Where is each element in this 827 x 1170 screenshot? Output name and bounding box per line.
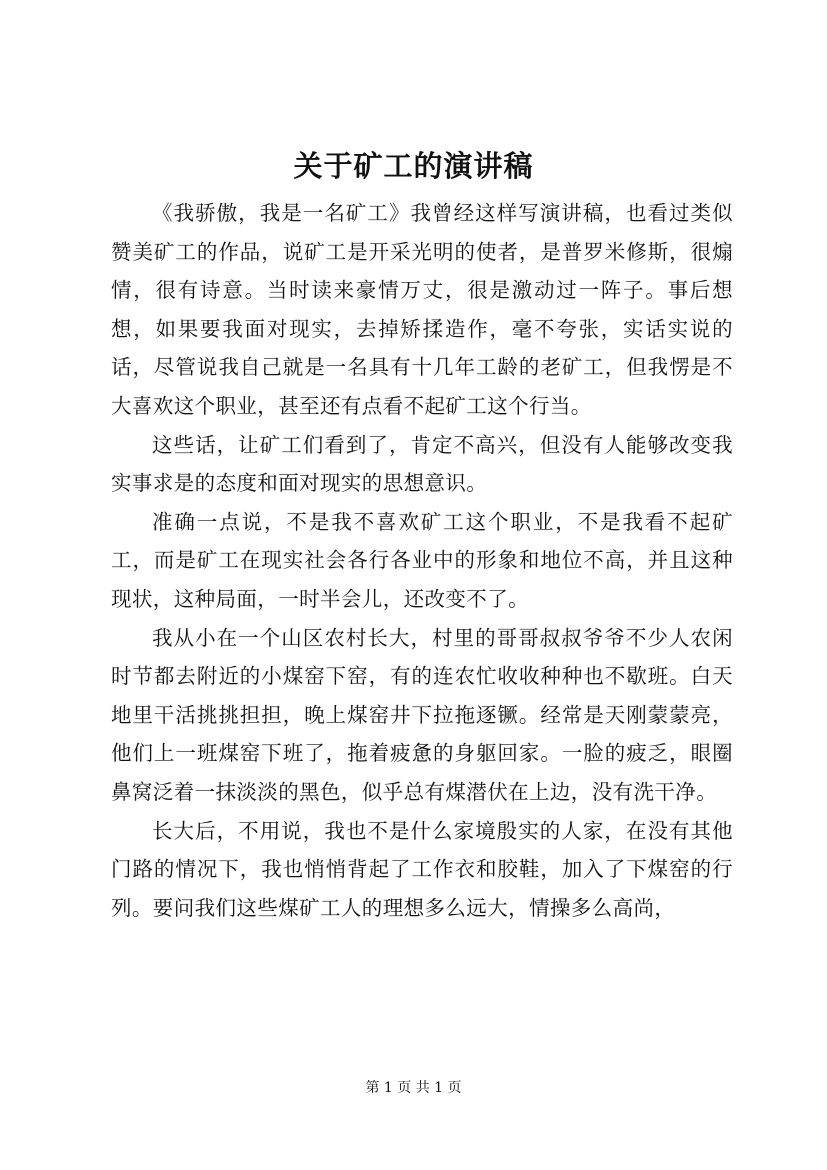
paragraph-3: 准确一点说，不是我不喜欢矿工这个职业，不是我看不起矿工，而是矿工在现实社会各行各业中的形象和地位不高，并且这种现状，这种局面，一时半会儿，还改变不了。 [111,509,733,611]
paragraph-2: 这些话，让矿工们看到了，肯定不高兴，但没有人能够改变我实事求是的态度和面对现实的思想意识。 [111,432,733,496]
page-number-footer: 第 1 页 共 1 页 [365,1080,462,1096]
document-body [111,194,733,927]
document-title: 关于矿工的演讲稿 [293,149,534,183]
paragraph-4: 我从小在一个山区农村长大，村里的哥哥叔叔爷爷不少人农闲时节都去附近的小煤窑下窑，有的连农忙收收种种也不歇班。白天地里干活挑挑担担，晚上煤窑井下拉拖逐镢。经常是天刚蒙蒙亮，他们上一班煤窑下班了，拖着疲惫的身躯回家。一脸的疲乏，眼圈鼻窝泛着一抹淡淡的黑色，似乎总有煤潜伏在上边，没有洗干净。 [111,625,733,804]
paragraph-5: 长大后，不用说，我也不是什么家境殷实的人家，在没有其他门路的情况下，我也悄悄背起了工作衣和胶鞋，加入了下煤窑的行列。要问我们这些煤矿工人的理想多么远大，情操多么高尚， [111,818,733,920]
paragraph-1: 《我骄傲，我是一名矿工》我曾经这样写演讲稿，也看过类似赞美矿工的作品，说矿工是开采光明的使者，是普罗米修斯，很煽情，很有诗意。当时读来豪情万丈，很是激动过一阵子。事后想想，如果要我面对现实，去掉矫揉造作，毫不夸张，实话实说的话，尽管说我自己就是一名具有十几年工龄的老矿工，但我愣是不大喜欢这个职业，甚至还有点看不起矿工这个行当。 [111,201,733,418]
